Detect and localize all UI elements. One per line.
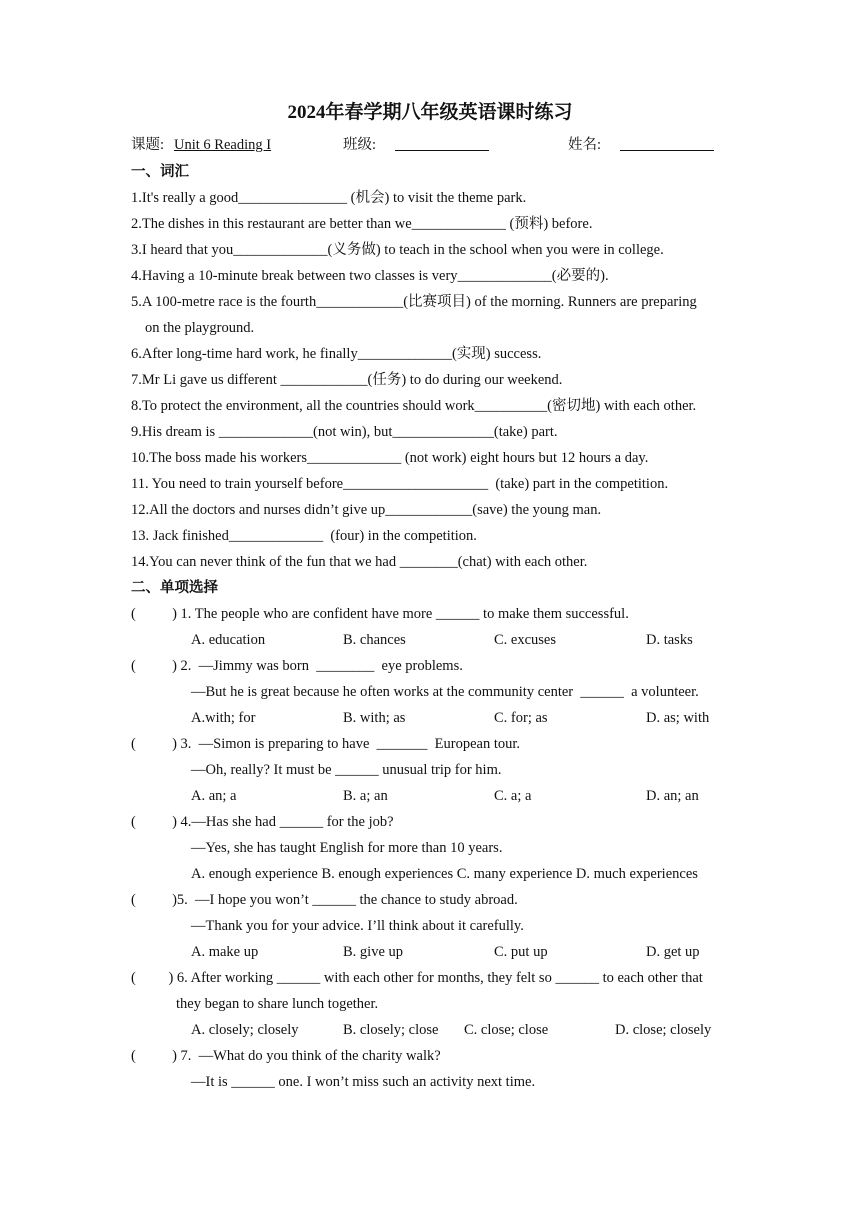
answer-option[interactable]: D. an; an [646, 788, 699, 804]
vocabulary-item: 7.Mr Li gave us different ____________(任务) to do during our weekend. [131, 372, 563, 388]
answer-option[interactable]: A. education [191, 632, 266, 648]
section-choice-title: 二、单项选择 [131, 580, 218, 596]
vocabulary-item: 1.It's really a good_______________ (机会) to visit the theme park. [131, 190, 527, 206]
section-vocabulary-title: 一、词汇 [131, 164, 189, 180]
vocabulary-item: 13. Jack finished_____________ (four) in the competition. [131, 528, 477, 544]
class-label: 班级: [343, 137, 377, 153]
question-line: —Thank you for your advice. I’ll think about it carefully. [191, 918, 524, 934]
worksheet-title: 2024年春学期八年级英语课时练习 [287, 102, 573, 123]
vocabulary-item: 5.A 100-metre race is the fourth____________(比赛项目) of the morning. Runners are preparing [131, 294, 697, 310]
vocabulary-item: 4.Having a 10-minute break between two classes is very_____________(必要的). [131, 268, 609, 284]
answer-option[interactable]: D. get up [646, 944, 700, 960]
question-stem: ( ) 1. The people who are confident have more ______ to make them successful. [131, 606, 629, 622]
answer-option[interactable]: B. give up [343, 944, 404, 960]
answer-option[interactable]: B. a; an [343, 788, 388, 804]
answer-option[interactable]: C. excuses [494, 632, 557, 648]
question-line: —But he is great because he often works at the community center ______ a volunteer. [191, 684, 699, 700]
question-line: they began to share lunch together. [176, 996, 379, 1012]
question-stem: ( ) 3. —Simon is preparing to have _______ European tour. [131, 736, 521, 752]
vocabulary-item: 14.You can never think of the fun that we had ________(chat) with each other. [131, 554, 588, 570]
answer-option[interactable]: B. chances [343, 632, 406, 648]
question-stem: ( ) 2. —Jimmy was born ________ eye problems. [131, 658, 463, 674]
topic-label: 课题: [131, 137, 165, 153]
answer-option[interactable]: C. for; as [494, 710, 548, 726]
vocabulary-item: 9.His dream is _____________(not win), but______________(take) part. [131, 424, 558, 440]
vocabulary-item: 11. You need to train yourself before____________________ (take) part in the competition. [131, 476, 669, 492]
vocabulary-item: 2.The dishes in this restaurant are better than we_____________ (预料) before. [131, 216, 593, 232]
vocabulary-item: on the playground. [145, 320, 255, 336]
name-label: 姓名: [568, 137, 602, 153]
topic-value: Unit 6 Reading I [174, 137, 272, 153]
answer-option[interactable]: D. as; with [646, 710, 710, 726]
question-line: A. enough experience B. enough experiences C. many experience D. much experiences [191, 866, 698, 882]
question-stem: ( ) 4.—Has she had ______ for the job? [131, 814, 394, 830]
vocabulary-item: 8.To protect the environment, all the countries should work__________(密切地) with each other. [131, 398, 697, 414]
vocabulary-item: 3.I heard that you_____________(义务做) to teach in the school when you were in college. [131, 242, 664, 258]
question-line: —Yes, she has taught English for more than 10 years. [191, 840, 503, 856]
question-line: —Oh, really? It must be ______ unusual trip for him. [191, 762, 502, 778]
question-line: —It is ______ one. I won’t miss such an activity next time. [191, 1074, 536, 1090]
vocabulary-item: 12.All the doctors and nurses didn’t give up____________(save) the young man. [131, 502, 602, 518]
answer-option[interactable]: B. with; as [343, 710, 406, 726]
class-blank[interactable] [395, 150, 489, 151]
vocabulary-item: 6.After long-time hard work, he finally_____________(实现) success. [131, 346, 542, 362]
answer-option[interactable]: A. make up [191, 944, 259, 960]
answer-option[interactable]: B. closely; close [343, 1022, 439, 1038]
answer-option[interactable]: C. put up [494, 944, 548, 960]
question-stem: ( )5. —I hope you won’t ______ the chance to study abroad. [131, 892, 518, 908]
answer-option[interactable]: A.with; for [191, 710, 256, 726]
question-stem: ( ) 6. After working ______ with each other for months, they felt so ______ to each other that [131, 970, 703, 986]
answer-option[interactable]: C. a; a [494, 788, 532, 804]
answer-option[interactable]: C. close; close [464, 1022, 549, 1038]
answer-option[interactable]: A. an; a [191, 788, 237, 804]
name-blank[interactable] [620, 150, 714, 151]
answer-option[interactable]: D. tasks [646, 632, 693, 648]
question-stem: ( ) 7. —What do you think of the charity walk? [131, 1048, 441, 1064]
answer-option[interactable]: A. closely; closely [191, 1022, 299, 1038]
answer-option[interactable]: D. close; closely [615, 1022, 712, 1038]
vocabulary-item: 10.The boss made his workers_____________ (not work) eight hours but 12 hours a day. [131, 450, 649, 466]
